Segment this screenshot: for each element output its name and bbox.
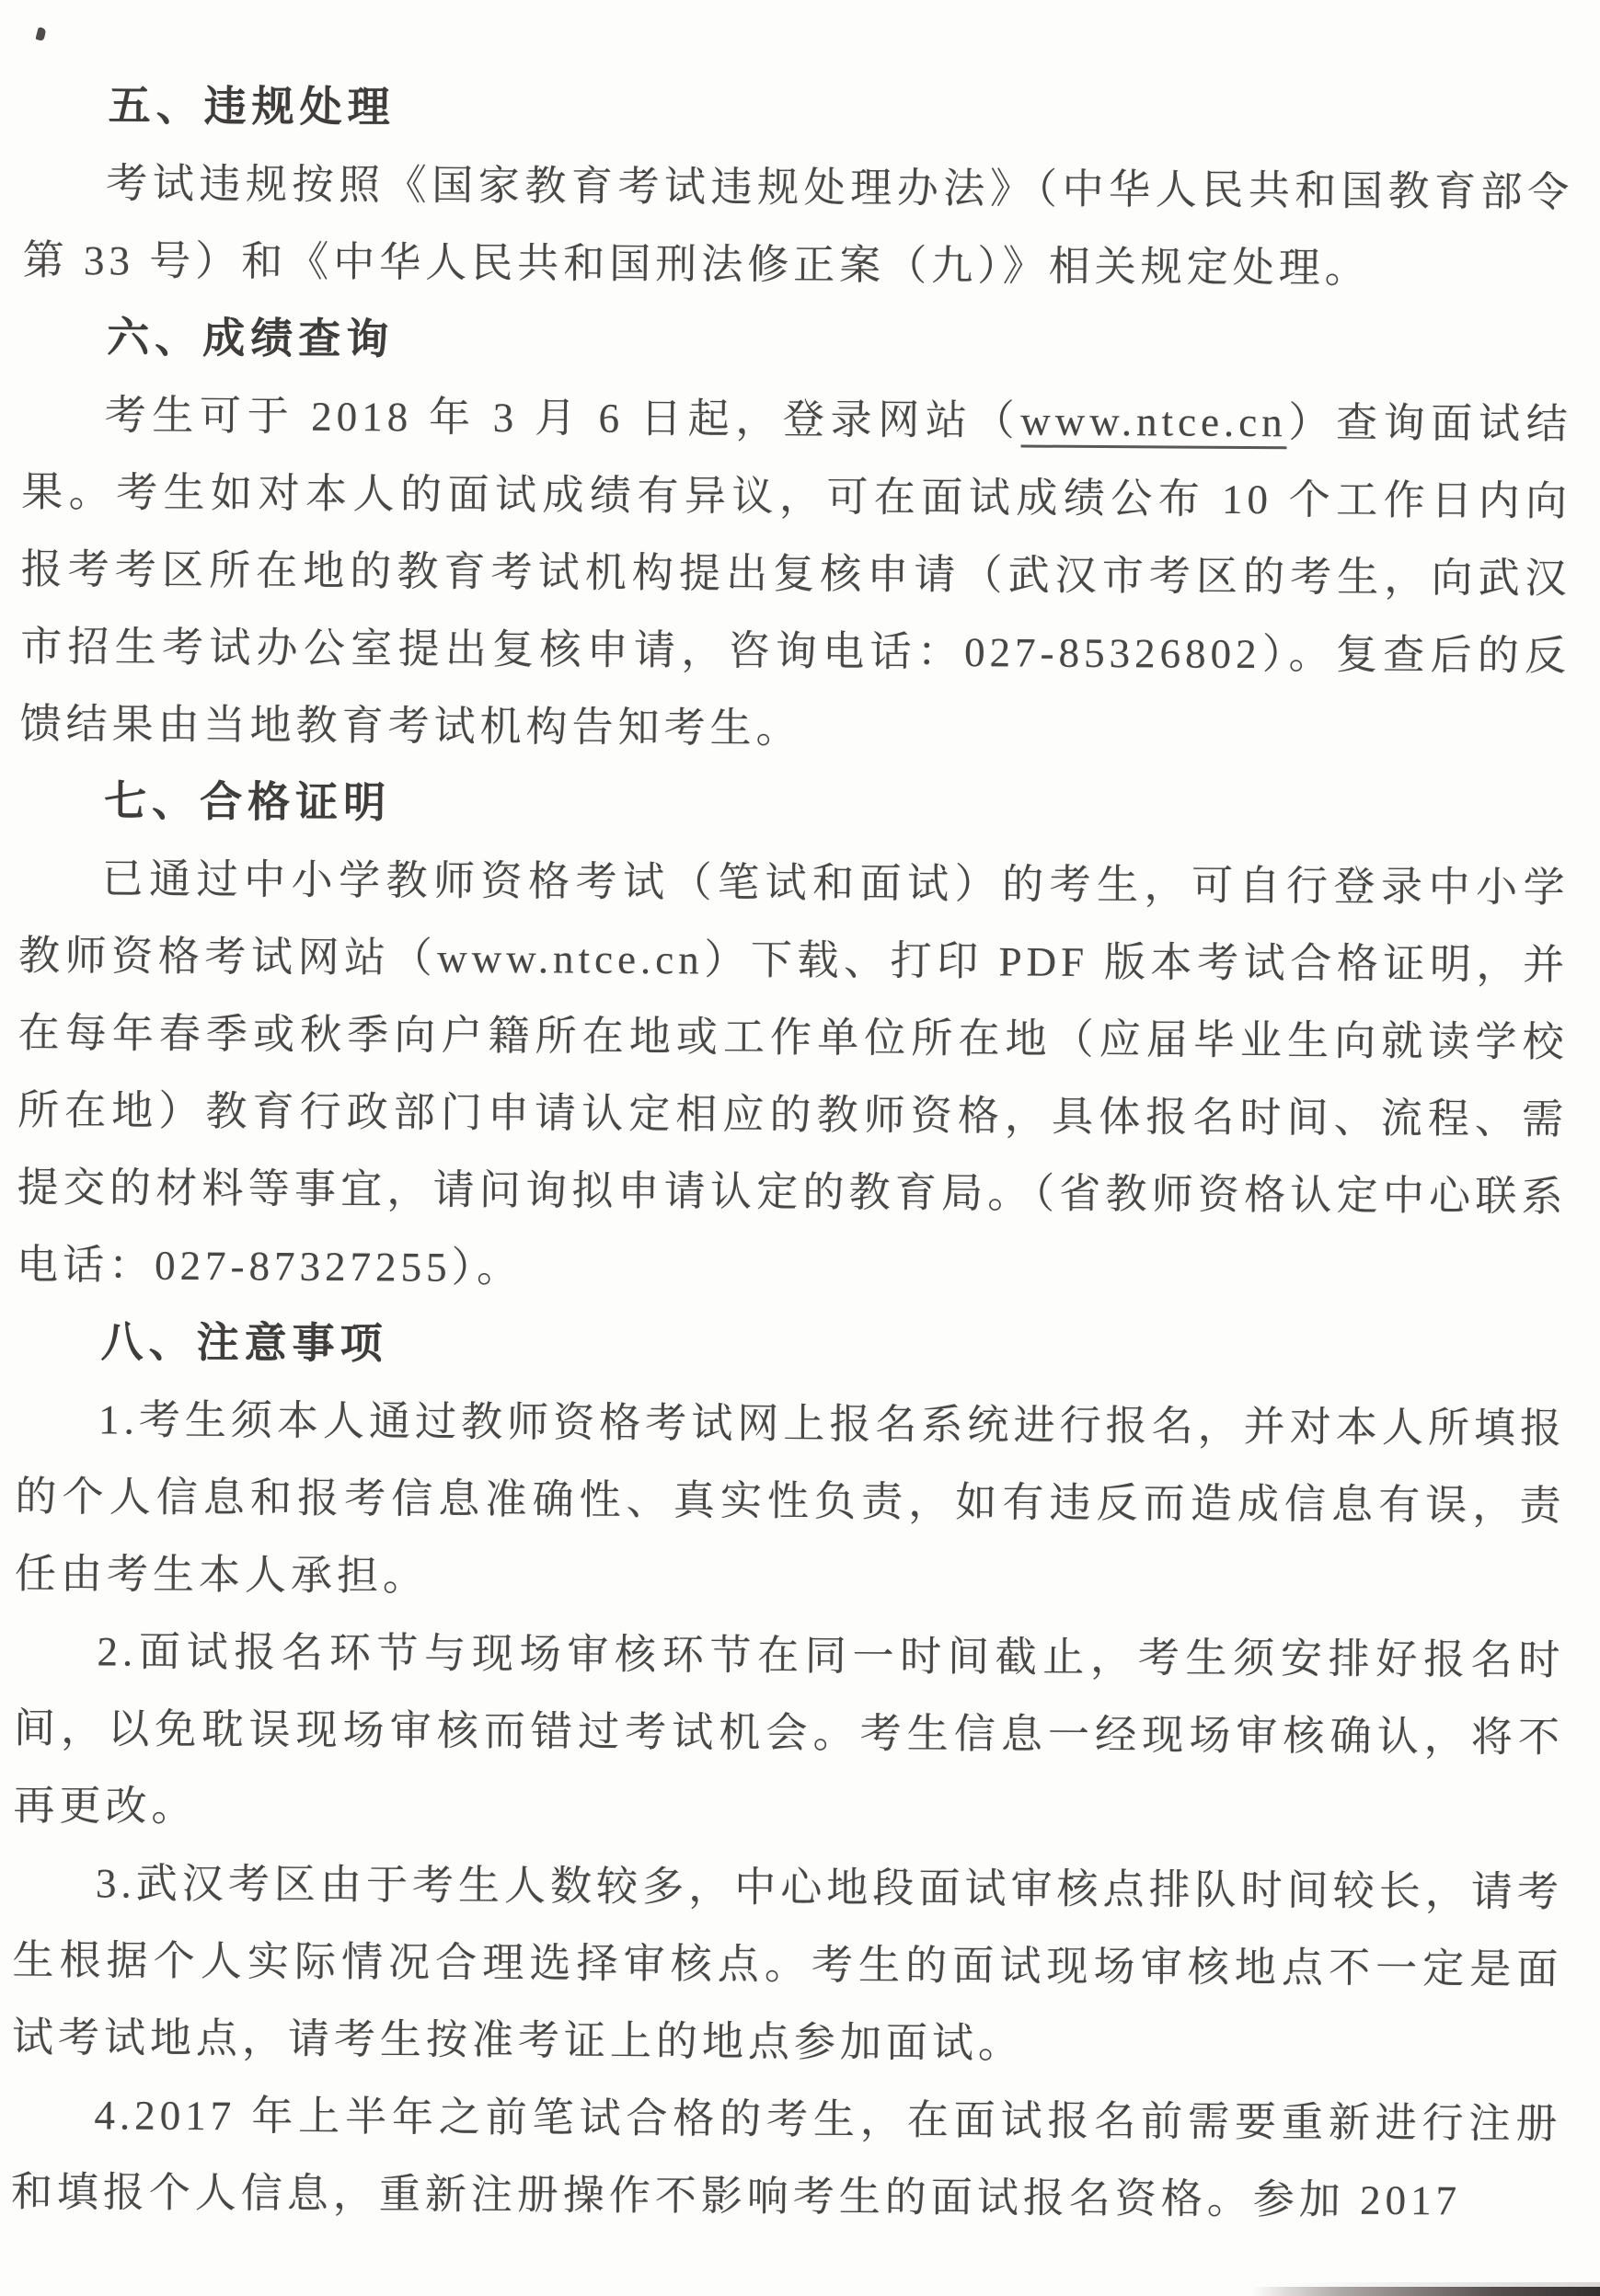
paragraph-text: 2.面试报名环节与现场审核环节在同一时间截止，考生须安排好报名时间，以免耽误现场审核而错过考试机会。考生信息一经现场审核确认，将不再更改。 [13,1628,1565,1831]
paragraph-text: 考生可于 2018 年 3 月 6 日起，登录网站（ [104,392,1021,444]
section-notes [11,1303,1567,2240]
paragraph-text: ）查询面试结果。考生如对本人的面试成绩有异议，可在面试成绩公布 10 个工作日内向报考考区所在地的教育考试机构提出复核申请（武汉市考区的考生，向武汉市招生考试办公室提出复核申请，咨询电话：027-85326802）。复查后的反馈结果由当地教育考试机构告知考生。 [19,399,1572,752]
paragraph-note-2 [13,1613,1565,1854]
section-violation-handling [22,67,1574,308]
paragraph-text: 1.考生须本人通过教师资格考试网上报名系统进行报名，并对本人所填报的个人信息和报考信息准确性、真实性负责，如有违反而造成信息有误，责任由考生本人承担。 [14,1396,1567,1600]
section-heading: 六、成绩查询 [107,314,395,363]
section-heading: 七、合格证明 [103,777,392,827]
paragraph [22,144,1573,308]
paragraph-note-4 [11,2076,1562,2240]
section-score-inquiry [19,299,1572,772]
section-heading: 八、注意事项 [100,1318,388,1368]
paragraph-note-1 [15,1381,1567,1622]
paragraph [17,840,1570,1313]
section-qualification-certificate [17,763,1571,1313]
paragraph-text: 考试违规按照《国家教育考试违规处理办法》（中华人民共和国教育部令第 33 号）和《中华人民共和国刑法修正案（九）》相关规定处理。 [22,160,1574,292]
paragraph-text: 已通过中小学教师资格考试（笔试和面试）的考生，可自行登录中小学教师资格考试网站（www.ntce.cn）下载、打印 PDF 版本考试合格证明，并在每年春季或秋季向户籍所在地或工作单位所在地（应届毕业生向就读学校所在地）教育行政部门申请认定相应的教师资格，具体报名时间、流程、需提交的材料等事宜，请问询拟申请认定的教育局。（省教师资格认定中心联系电话：027-87327255）。 [16,855,1570,1292]
paragraph [19,376,1572,772]
section-heading: 五、违规处理 [108,82,396,132]
paragraph-text: 3.武汉考区由于考生人数较多，中心地段面试审核点排队时间较长，请考生根据个人实际情况合理选择审核点。考生的面试现场审核地点不一定是面试考试地点，请考生按准考证上的地点参加面试。 [11,1860,1564,2067]
paragraph-text: 4.2017 年上半年之前笔试合格的考生，在面试报名前需要重新进行注册和填报个人信息，重新注册操作不影响考生的面试报名资格。参加 2017 [10,2092,1562,2224]
scan-edge-shadow [1252,2287,1600,2296]
ink-speck [35,27,46,41]
ntce-website-url: www.ntce.cn [1020,397,1287,449]
paragraph-note-3 [12,1844,1564,2085]
document-content [11,67,1574,2240]
